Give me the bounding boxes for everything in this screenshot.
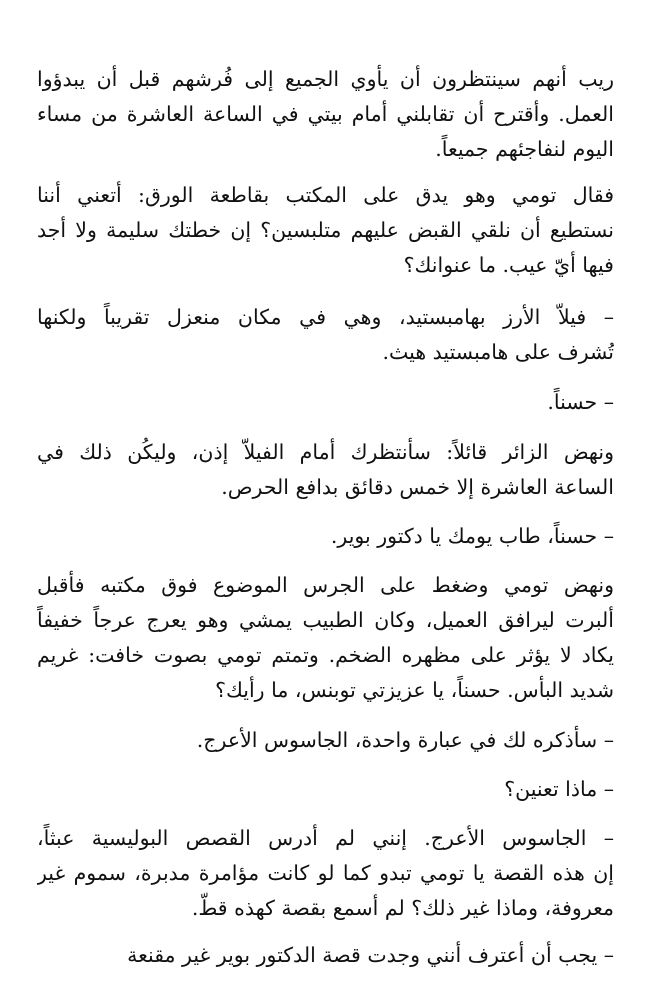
text-line: إن هذه القصة يا تومي تبدو كما لو كانت مؤامرة مدبرة، سموم غير (37, 861, 614, 885)
text-line: – حسناً، طاب يومك يا دكتور بوير. (330, 524, 614, 548)
text-line: ونهض تومي وضغط على الجرس الموضوع فوق مكتبه فأقبل (37, 573, 614, 597)
paragraph (37, 821, 614, 926)
text-line: العمل. وأقترح أن تقابلني أمام بيتي في الساعة العاشرة من مساء (37, 102, 614, 126)
paragraph (37, 519, 614, 554)
text-line: – الجاسوس الأعرج. إنني لم أدرس القصص البوليسية عبثاً، (37, 826, 614, 850)
text-line: – ماذا تعنين؟ (504, 777, 614, 801)
text-line: – سأذكره لك في عبارة واحدة، الجاسوس الأعرج. (196, 728, 614, 752)
text-line: – حسناً. (547, 390, 614, 414)
text-line: الساعة العاشرة إلا خمس دقائق بدافع الحرص. (221, 475, 614, 499)
text-line: فقال تومي وهو يدق على المكتب بقاطعة الورق: أتعني أننا (37, 183, 614, 207)
paragraph (37, 435, 614, 505)
paragraph (37, 300, 614, 370)
paragraph (37, 568, 614, 708)
text-line: تُشرف على هامبستيد هيث. (382, 340, 614, 364)
text-line: فيها أيّ عيب. ما عنوانك؟ (403, 253, 614, 277)
paragraph (37, 62, 614, 167)
text-line: شديد البأس. حسناً، يا عزيزتي توبنس، ما رأيك؟ (215, 678, 614, 702)
paragraph (37, 938, 614, 973)
paragraph (37, 772, 614, 807)
text-line: ريب أنهم سينتظرون أن يأوي الجميع إلى فُرشهم قبل أن يبدؤوا (37, 67, 614, 91)
paragraph (37, 178, 614, 283)
paragraph (37, 723, 614, 758)
text-line: – فيلاّ الأرز بهامبستيد، وهي في مكان منعزل تقريباً ولكنها (37, 305, 614, 329)
text-line: ألبرت ليرافق العميل، وكان الطبيب يمشي وهو يعرج عرجاً خفيفاً (37, 608, 614, 632)
paragraph (37, 385, 614, 420)
text-line: يكاد لا يؤثر على مظهره الضخم. وتمتم تومي بصوت خافت: غريم (37, 643, 614, 667)
text-line: معروفة، وماذا غير ذلك؟ لم أسمع بقصة كهذه قطّ. (191, 896, 614, 920)
text-line: – يجب أن أعترف أنني وجدت قصة الدكتور بوير غير مقنعة (127, 943, 614, 967)
text-line: اليوم لنفاجئهم جميعاً. (435, 137, 614, 161)
text-line: نستطيع أن نلقي القبض عليهم متلبسين؟ إن خطتك سليمة ولا أجد (37, 218, 614, 242)
text-line: ونهض الزائر قائلاً: سأنتظرك أمام الفيلاّ إذن، وليكُن ذلك في (37, 440, 614, 464)
